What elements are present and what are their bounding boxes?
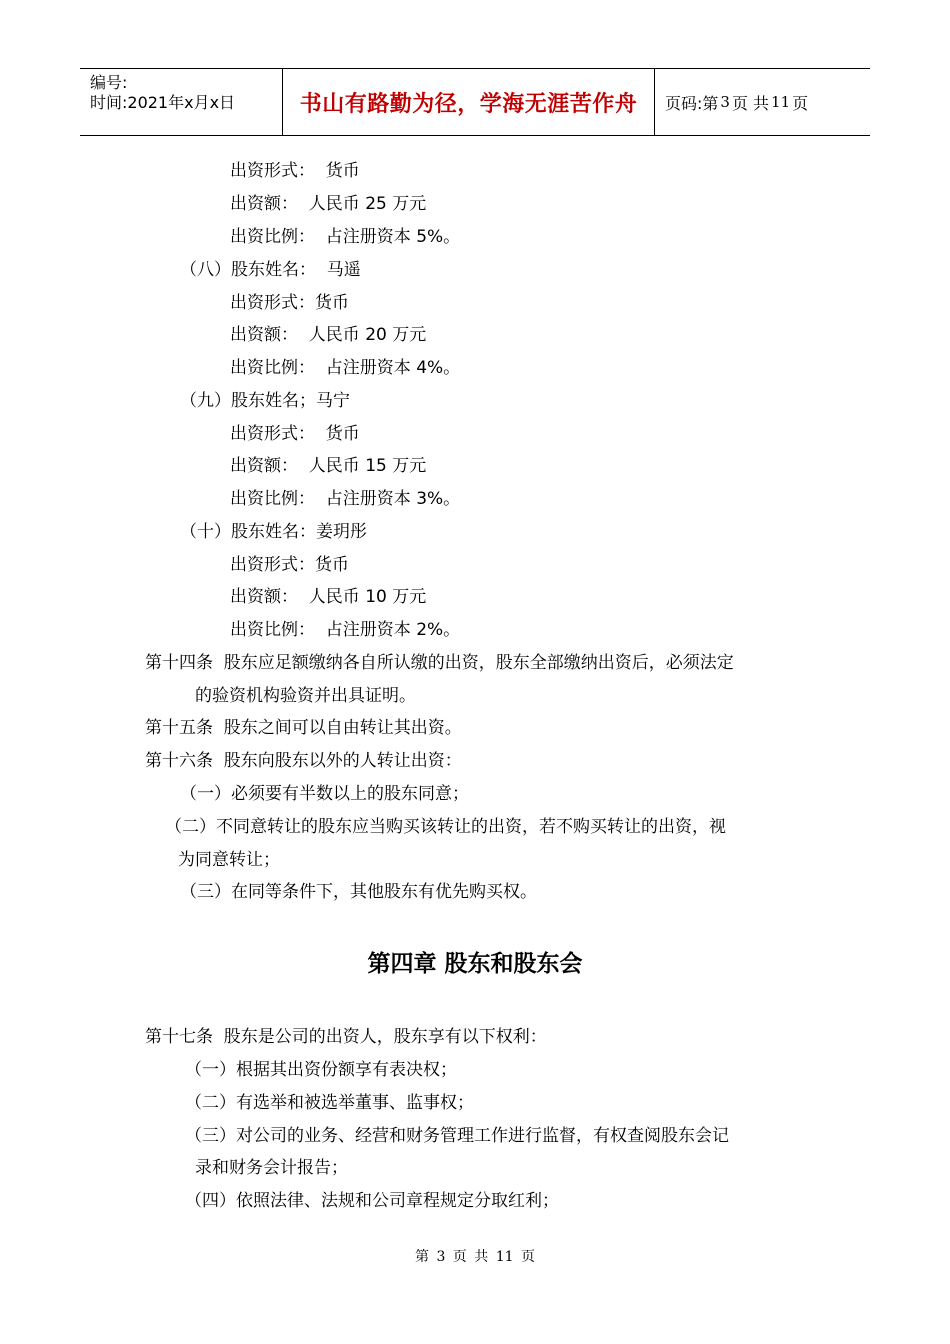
header-motto: 书山有路勤为径，学海无涯苦作舟	[282, 69, 655, 135]
text-line: 出资形式： 货币	[230, 424, 360, 444]
clause-line: （一）必须要有半数以上的股东同意；	[180, 784, 469, 804]
text-line: 出资形式：货币	[230, 555, 349, 575]
text-line: 录和财务会计报告；	[195, 1158, 348, 1178]
clause-line: （二）有选举和被选举董事、监事权；	[185, 1093, 474, 1113]
text-line: 的验资机构验资并出具证明。	[195, 686, 416, 706]
document-date: 时间:2021年x月x日	[90, 93, 236, 112]
text-line: 出资额： 人民币 20 万元	[230, 325, 427, 345]
page-suffix: 页	[792, 93, 809, 113]
clause-line: （三）在同等条件下，其他股东有优先购买权。	[180, 882, 537, 902]
text-line: 出资额： 人民币 10 万元	[230, 587, 427, 607]
page-mid: 页 共	[731, 93, 770, 113]
page-header	[80, 68, 870, 136]
text-line: 出资比例： 占注册资本 3%。	[230, 489, 461, 509]
text-line: 出资比例： 占注册资本 5%。	[230, 227, 461, 247]
text-line: 为同意转让；	[178, 850, 280, 870]
text-line: 出资额： 人民币 15 万元	[230, 456, 427, 476]
page-total: 11	[771, 93, 791, 111]
shareholder-heading: （八）股东姓名： 马遥	[180, 260, 361, 280]
document-number-label: 编号:	[90, 73, 128, 92]
text-line: 出资形式： 货币	[230, 161, 360, 181]
article-line: 第十五条 股东之间可以自由转让其出资。	[145, 718, 462, 738]
article-line: 第十七条 股东是公司的出资人，股东享有以下权利：	[145, 1027, 547, 1047]
clause-line: （二）不同意转让的股东应当购买该转让的出资，若不购买转让的出资，视	[165, 817, 726, 837]
chapter-title: 第四章 股东和股东会	[367, 951, 583, 977]
text-line: 出资比例： 占注册资本 2%。	[230, 620, 461, 640]
page-prefix: 页码:第	[665, 93, 719, 113]
text-line: 出资比例： 占注册资本 4%。	[230, 358, 461, 378]
page-footer: 第 3 页 共 11 页	[415, 1249, 535, 1265]
article-line: 第十六条 股东向股东以外的人转让出资：	[145, 751, 462, 771]
shareholder-heading: （十）股东姓名：姜玥彤	[180, 522, 367, 542]
text-line: 出资额： 人民币 25 万元	[230, 194, 427, 214]
page-current: 3	[720, 93, 730, 111]
clause-line: （四）依照法律、法规和公司章程规定分取红利；	[185, 1191, 559, 1211]
header-meta	[80, 69, 282, 135]
text-line: 出资形式：货币	[230, 293, 349, 313]
clause-line: （三）对公司的业务、经营和财务管理工作进行监督，有权查阅股东会记	[185, 1126, 729, 1146]
header-page-indicator	[655, 69, 870, 135]
clause-line: （一）根据其出资份额享有表决权；	[185, 1060, 457, 1080]
article-line: 第十四条 股东应足额缴纳各自所认缴的出资，股东全部缴纳出资后，必须法定	[145, 653, 734, 673]
shareholder-heading: （九）股东姓名；马宁	[180, 391, 350, 411]
